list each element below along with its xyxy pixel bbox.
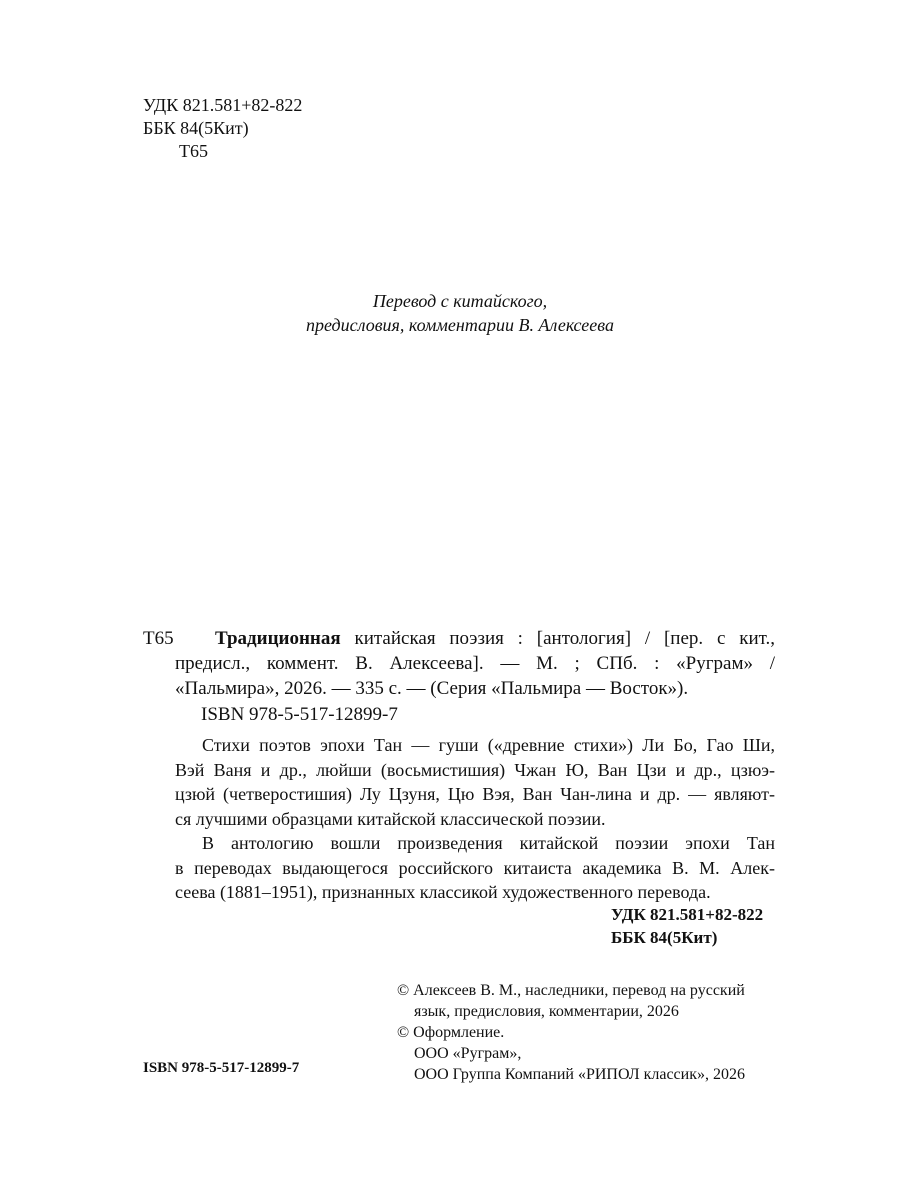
annotation-line: цзюй (четверостишия) Лу Цзуня, Цю Вэя, Ван Чан-лина и др. — являют-	[175, 784, 775, 804]
catalog-isbn: ISBN 978-5-517-12899-7	[201, 704, 398, 725]
book-title-word: Традиционная	[215, 628, 341, 649]
copyright-line: ООО Группа Компаний «РИПОЛ классик», 2026	[414, 1066, 745, 1083]
udk-code: УДК 821.581+82-822	[143, 95, 303, 115]
annotation-line: Стихи поэтов эпохи Тан — гуши («древние стихи») Ли Бо, Гао Ши,	[202, 735, 775, 755]
copyright-block	[397, 980, 777, 1085]
copyright-line: © Оформление.	[397, 1024, 505, 1041]
udk-code: УДК 821.581+82-822	[611, 905, 764, 924]
annotation-line: В антологию вошли произведения китайской поэзии эпохи Тан	[202, 833, 775, 853]
isbn-bottom: ISBN 978-5-517-12899-7	[143, 1060, 300, 1076]
annotation-line: сеева (1881–1951), признанных классикой художественного перевода.	[175, 882, 711, 902]
catalog-entry	[175, 626, 775, 701]
annotation	[175, 733, 775, 905]
catalog-entry-line: предисл., коммент. В. Алексеева]. — М. ; СПб. : «Руграм» /	[175, 653, 775, 674]
catalog-entry-text: китайская поэзия : [антология] / [пер. с кит.,	[340, 628, 775, 649]
translation-credit-line: Перевод с китайского,	[372, 291, 548, 311]
bbk-code: ББК 84(5Кит)	[143, 118, 249, 138]
catalog-entry-line	[175, 626, 775, 651]
classification-codes-top	[143, 94, 302, 163]
classification-codes-bottom	[611, 903, 763, 949]
annotation-line: Вэй Ваня и др., люйши (восьмистишия) Чжан Ю, Ван Цзи и др., цзюэ-	[175, 759, 775, 780]
annotation-line: в переводах выдающегося российского китаиста академика В. М. Алек-	[175, 857, 775, 878]
catalog-entry-line: «Пальмира», 2026. — 335 с. — (Серия «Пальмира — Восток»).	[175, 678, 689, 699]
translation-credit	[230, 289, 690, 337]
copyright-line: ООО «Руграм»,	[414, 1045, 522, 1062]
bbk-code: ББК 84(5Кит)	[611, 928, 718, 947]
copyright-line: язык, предисловия, комментарии, 2026	[414, 1003, 679, 1020]
catalog-author-mark: Т65	[143, 628, 174, 649]
copyright-line: © Алексеев В. М., наследники, перевод на русский	[397, 982, 745, 999]
annotation-line: ся лучшими образцами китайской классической поэзии.	[175, 808, 606, 829]
author-mark: Т65	[179, 141, 208, 161]
translation-credit-line: предисловия, комментарии В. Алексеева	[306, 315, 614, 335]
